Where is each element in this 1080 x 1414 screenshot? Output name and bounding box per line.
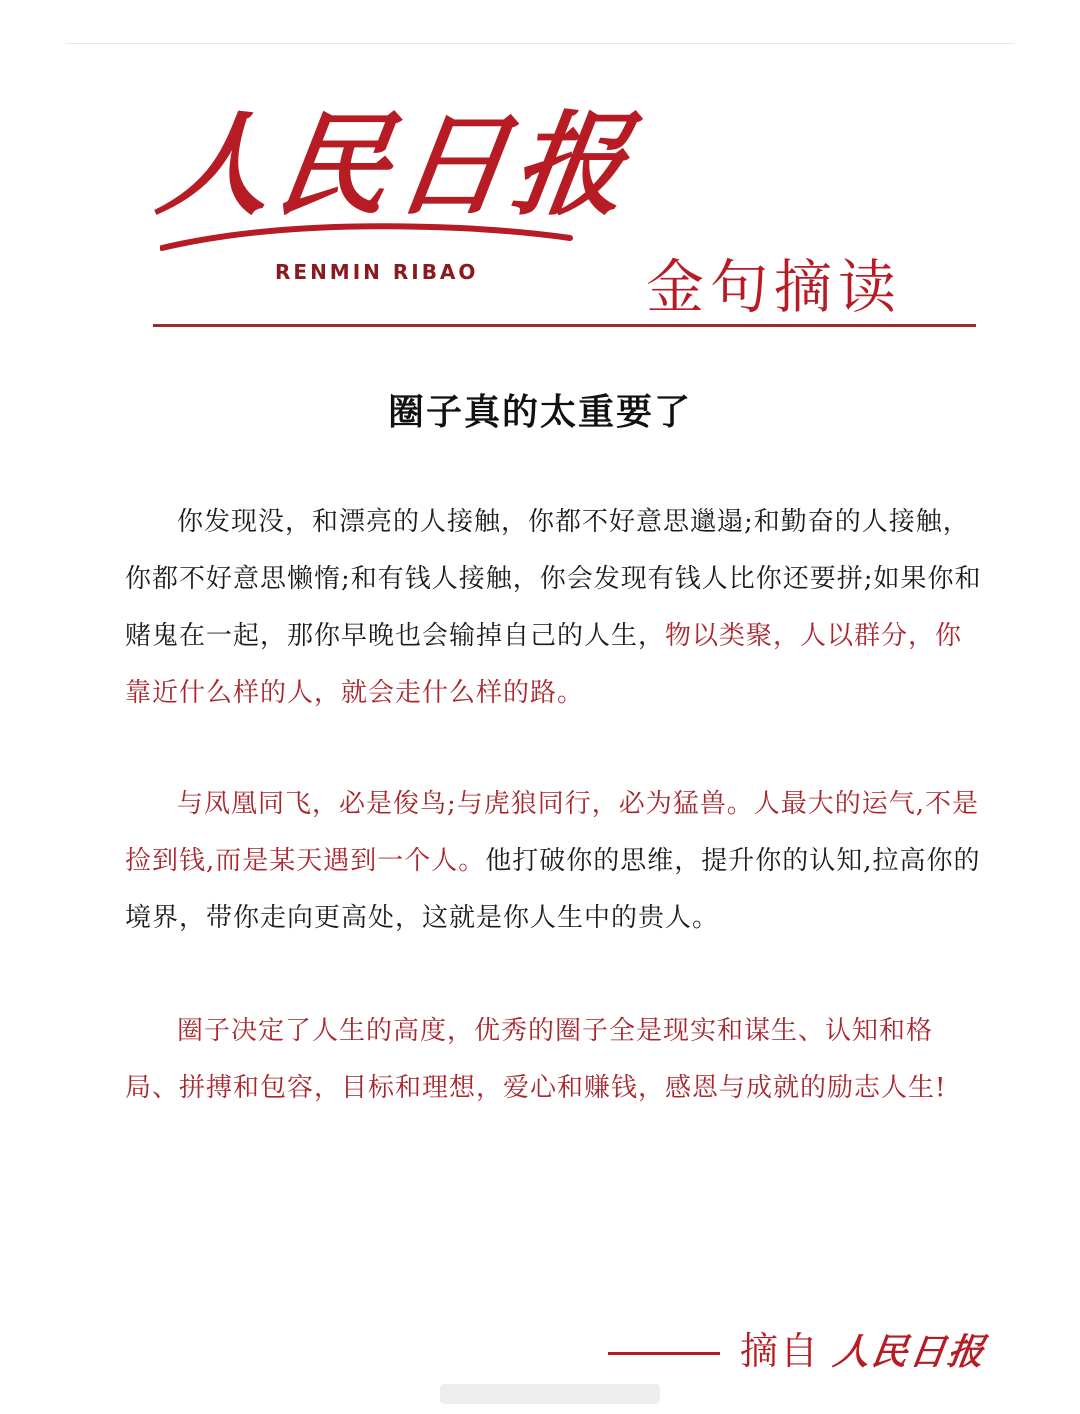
paragraph-1-text: 你发现没，和漂亮的人接触，你都不好意思邋遢;和勤奋的人接触，你都不好意思懒惰;和有钱人接触，你会发现有钱人比你还要拼;如果你和赌鬼在一起，那你早晚也会输掉自己的人生，	[125, 507, 982, 651]
section-subtitle: 金句摘读	[646, 253, 903, 321]
signoff-text	[740, 1320, 989, 1375]
paragraph-2	[125, 776, 985, 947]
newspaper-logo: 人民日报	[150, 100, 642, 231]
top-divider	[65, 43, 1015, 44]
signoff-dash	[608, 1352, 720, 1355]
logo-swoosh-icon	[160, 218, 580, 258]
masthead	[150, 100, 980, 330]
paragraph-2-highlight: 与凤凰同飞，必是俊鸟;与虎狼同行，必为猛兽。人最大的运气,不是捡到钱,而是某天遇到一个人。	[125, 789, 980, 876]
signoff-source-logo: 人民日报	[830, 1331, 989, 1373]
paragraph-2-text: 他打破你的思维，提升你的认知,拉高你的境界，带你走向更高处，这就是你人生中的贵人。	[125, 846, 981, 933]
article-title: 圈子真的太重要了	[387, 391, 692, 433]
paragraph-1-highlight: 物以类聚，人以群分，你靠近什么样的人，就会走什么样的路。	[125, 621, 963, 708]
signoff-prefix: 摘自	[740, 1329, 821, 1373]
paragraph-3-highlight: 圈子决定了人生的高度，优秀的圈子全是现实和谋生、认知和格局、拼搏和包容，目标和理想，爱心和赚钱，感恩与成就的励志人生!	[125, 1016, 947, 1103]
paragraph-3	[125, 1003, 985, 1117]
paragraph-1	[125, 494, 985, 722]
signoff	[608, 1318, 989, 1378]
logo-pinyin: RENMIN RIBAO	[275, 260, 479, 284]
watermark	[440, 1384, 660, 1404]
masthead-divider	[153, 324, 976, 327]
